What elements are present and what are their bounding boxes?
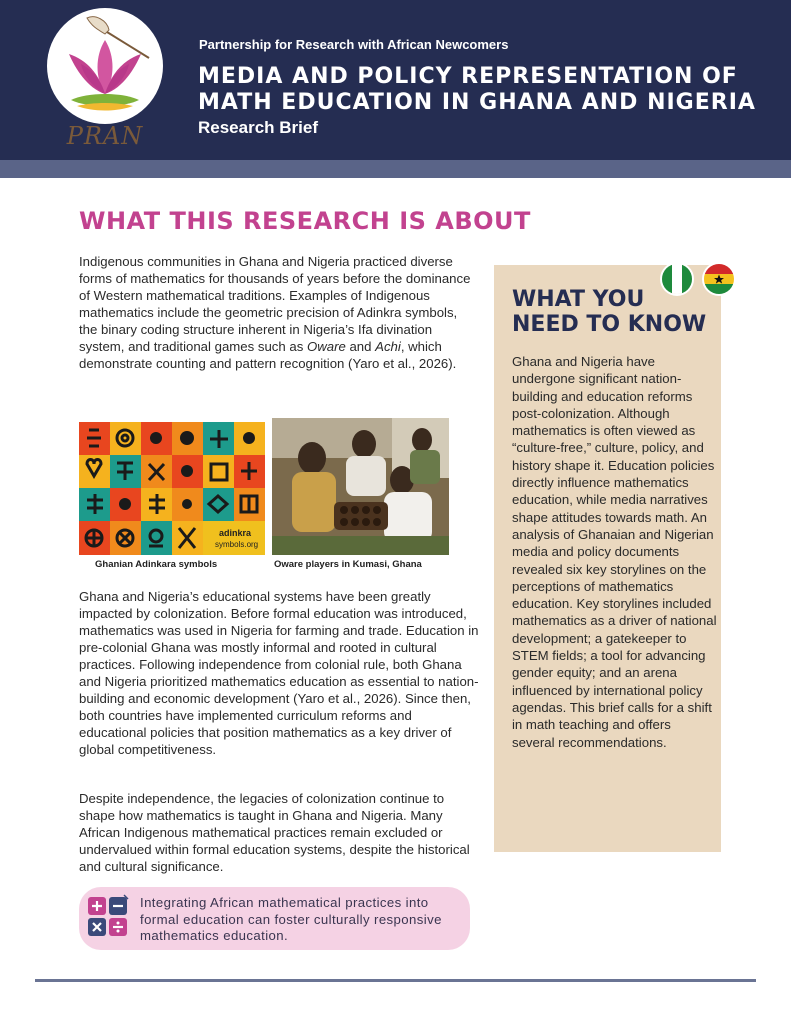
organization-name: Partnership for Research with African Newcomers <box>199 37 509 52</box>
adinkra-symbols-image <box>79 422 265 555</box>
header-accent-strip <box>0 160 791 178</box>
section-heading: WHAT THIS RESEARCH IS ABOUT <box>79 207 531 235</box>
callout-text: Integrating African mathematical practices into formal education can foster culturally responsive mathematics education. <box>140 895 442 943</box>
math-operations-icon <box>86 893 130 937</box>
document-subtitle: Research Brief <box>198 118 319 137</box>
footer-divider <box>35 979 756 982</box>
intro-text-and: and <box>345 339 376 354</box>
legacy-paragraph: Despite independence, the legacies of colonization continue to shape how mathematics is taught in Ghana and Nigeria. Many African Indigenous mathematical practices remain excluded or undervalued within formal education systems, despite the historical and cultural significance. <box>79 791 470 874</box>
achi-term: Achi <box>375 339 401 354</box>
logo-wordmark: PRAN <box>66 122 144 150</box>
lotus-bird-icon <box>47 8 163 124</box>
adinkra-watermark-line-2: symbols.org <box>215 540 259 549</box>
intro-paragraph <box>79 253 479 372</box>
sidebar-body: Ghana and Nigeria have undergone significant nation-building and education reforms post-colonization. Although mathematics is often viewed as “culture-free,” culture, policy, and history shape it. Education policies directly influence mathematics education, while media narratives shape attitudes towards math. An analysis of Ghanaian and Nigerian media and policy documents revealed six key storylines on the perceptions of mathematics education. Key storylines included mathematics as a driver of national development; a gatekeeper to STEM fields; a tool for advancing gender equity; and an arena influenced by international policy agendas. This brief calls for a shift in math teaching and offers several recommendations. <box>512 354 717 750</box>
colonization-paragraph: Ghana and Nigeria’s educational systems have been greatly impacted by colonization. Before formal education was introduced, mathematics was used in Nigeria for farming and trade. Education in pre-colonial Ghana was mostly informal and rooted in cultural practices. Following independence from colonial rule, both Ghana and Nigeria prioritized mathematics education as essential to nation-building and economic development (Yaro et al., 2026). Since then, both countries have implemented curriculum reforms and educational policies that position mathematics as a key driver of global competitiveness. <box>79 589 479 757</box>
intro-text-1: Indigenous communities in Ghana and Nigeria practiced diverse forms of mathematics for thousands of years before the dominance of Western mathematical traditions. Examples of Indigenous mathematics include the geometric precision of Adinkra symbols, the binary coding structure inherent in Nigeria’s Ifa divination system, and traditional games such as <box>79 254 471 354</box>
oware-caption: Oware players in Kumasi, Ghana <box>274 559 422 570</box>
adinkra-watermark-line-1: adinkra <box>219 528 252 538</box>
intro-text-2: , which demonstrate counting and pattern recognition (Yaro et al., 2026). <box>79 339 457 371</box>
oware-term: Oware <box>306 339 346 354</box>
adinkra-caption: Ghanian Adinkara symbols <box>95 559 218 570</box>
document-title-line-2: MATH EDUCATION IN GHANA AND NIGERIA <box>198 90 756 115</box>
sidebar-heading: WHAT YOU NEED TO KNOW <box>512 287 707 337</box>
document-title-line-1: MEDIA AND POLICY REPRESENTATION OF <box>198 64 738 89</box>
pran-logo <box>47 8 163 124</box>
oware-players-photo <box>272 418 449 555</box>
header-banner <box>0 0 791 160</box>
